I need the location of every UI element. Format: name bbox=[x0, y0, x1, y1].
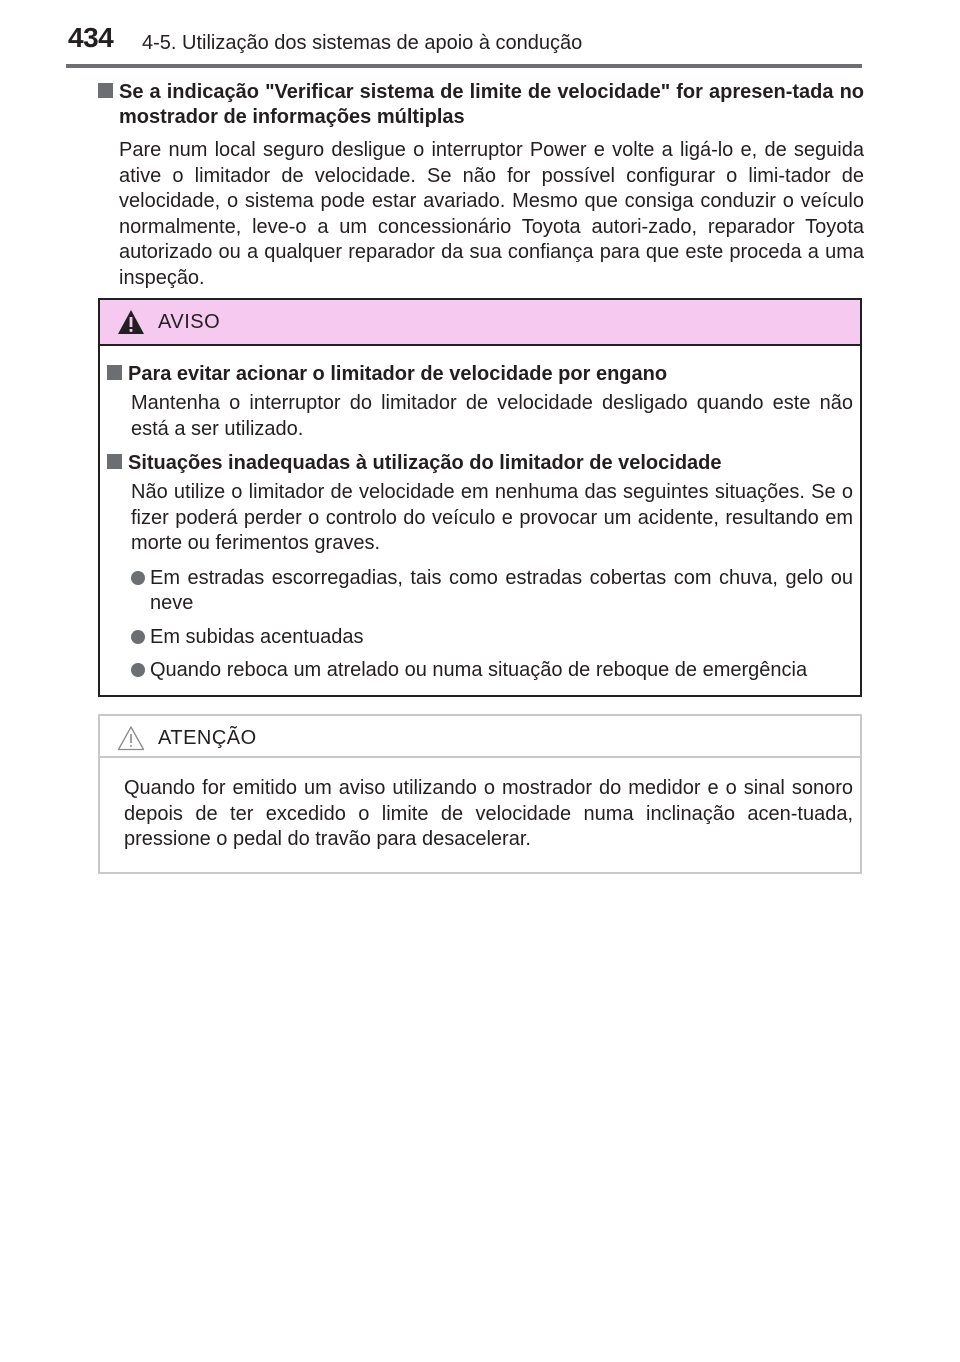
topic-heading bbox=[98, 80, 864, 130]
bullet-item bbox=[107, 566, 853, 617]
caution-box-content bbox=[100, 758, 860, 853]
caution-box bbox=[98, 714, 862, 874]
caution-box-title: ATENÇÃO bbox=[158, 727, 257, 749]
caution-body: Quando for emitido um aviso utilizando o mostrador do medidor e o sinal sonoro depois de ter excedido o limite de velocidade numa inclinação acen-tuada, pressione o pedal do travão para desacelerar. bbox=[124, 777, 853, 850]
square-bullet-icon bbox=[107, 365, 122, 380]
warning-box-title: AVISO bbox=[158, 311, 221, 333]
circle-bullet-icon bbox=[131, 663, 145, 677]
bullet-item bbox=[107, 658, 853, 684]
square-bullet-icon bbox=[98, 83, 113, 98]
header-rule bbox=[66, 64, 862, 68]
warning-item-body: Mantenha o interruptor do limitador de velocidade desligado quando este não está a ser utilizado. bbox=[131, 392, 853, 440]
warning-item-heading-text: Situações inadequadas à utilização do limitador de velocidade bbox=[128, 452, 722, 474]
bullet-text: Em subidas acentuadas bbox=[150, 625, 364, 648]
topic-heading-text: Se a indicação "Verificar sistema de limite de velocidade" for apresen-tada no mostrador de informações múltiplas bbox=[119, 81, 864, 128]
square-bullet-icon bbox=[107, 454, 122, 469]
caution-box-header bbox=[100, 716, 860, 758]
section-title: 4-5. Utilização dos sistemas de apoio à condução bbox=[142, 32, 583, 54]
warning-box-header bbox=[100, 300, 860, 346]
warning-item-heading bbox=[107, 451, 853, 476]
circle-bullet-icon bbox=[131, 630, 145, 644]
bullet-text: Quando reboca um atrelado ou numa situação de reboque de emergência bbox=[150, 659, 808, 681]
warning-item-heading-text: Para evitar acionar o limitador de velocidade por engano bbox=[128, 363, 668, 385]
warning-box-content bbox=[100, 346, 860, 684]
caution-triangle-outline-icon bbox=[117, 725, 145, 751]
topic-body: Pare num local seguro desligue o interruptor Power e volte a ligá-lo e, de seguida ative o limitador de velocidade. Se não for possível configurar o limi-tador de velocidade, o sistema pode estar avariado. Mesmo que consiga conduzir o veículo normalmente, leve-o a um concessionário Toyota autori-zado, reparador Toyota autorizado ou a qualquer reparador da sua confiança para que este proceda a uma inspeção. bbox=[119, 139, 864, 289]
warning-item-body: Não utilize o limitador de velocidade em nenhuma das seguintes situações. Se o fizer poderá perder o controlo do veículo e provocar um acidente, resultando em morte ou ferimentos graves. bbox=[131, 481, 853, 554]
bullet-text: Em estradas escorregadias, tais como estradas cobertas com chuva, gelo ou neve bbox=[150, 566, 853, 614]
page-number: 434 bbox=[68, 22, 114, 53]
circle-bullet-icon bbox=[131, 571, 145, 585]
warning-triangle-filled-icon bbox=[117, 309, 145, 335]
warning-box bbox=[98, 298, 862, 697]
bullet-item bbox=[107, 625, 853, 651]
warning-item-heading bbox=[107, 362, 853, 387]
page-header bbox=[0, 0, 960, 70]
topic-section bbox=[98, 80, 864, 291]
